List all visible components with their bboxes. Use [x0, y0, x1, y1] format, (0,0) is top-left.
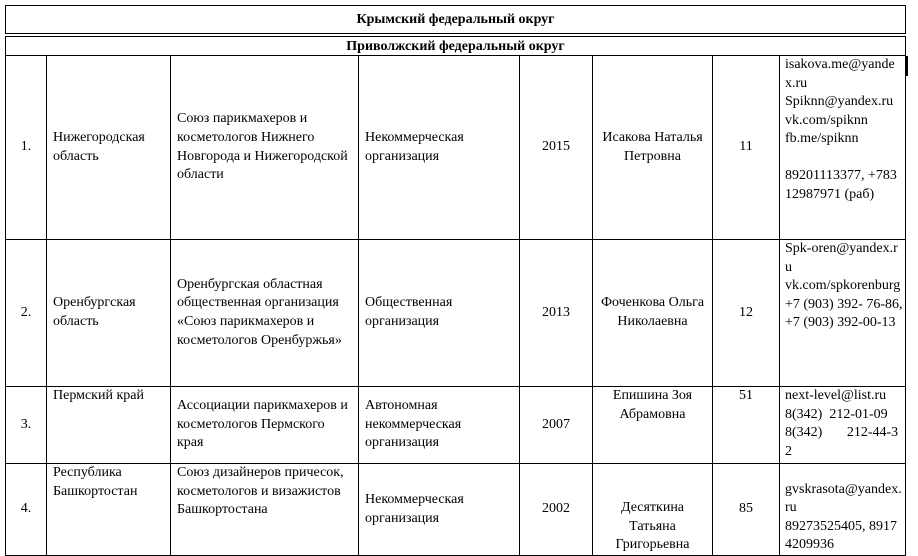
- table-row: [6, 387, 906, 464]
- organization-cell: Союз дизайнеров причесок, косметологов и визажистов Башкортостана: [171, 464, 359, 556]
- table-row: [6, 240, 906, 387]
- members-count-cell: 11: [713, 56, 780, 240]
- row-number: 4.: [6, 464, 47, 556]
- region-cell: Оренбургская область: [47, 240, 171, 387]
- contact-line: Spiknn@yandex.ru: [785, 94, 894, 110]
- contacts-cell: [780, 240, 906, 387]
- contact-gap: [785, 149, 903, 167]
- year-cell: 2007: [520, 387, 593, 464]
- contact-line: next-level@list.ru: [785, 388, 887, 403]
- members-count-cell: 12: [713, 240, 780, 387]
- contacts-cell: [780, 387, 906, 464]
- row-number: 3.: [6, 387, 47, 464]
- contact-line: gvskrasota@yandex.ru: [785, 481, 902, 516]
- year-cell: 2002: [520, 464, 593, 556]
- year-cell: 2015: [520, 56, 593, 240]
- org-type-cell: Некоммерческая организация: [359, 464, 520, 556]
- row-number: 1.: [6, 56, 47, 240]
- district-header-volga: Приволжский федеральный округ: [5, 36, 906, 56]
- org-type-cell: Некоммерческая организация: [359, 56, 520, 240]
- contact-line: 8(342) 212-44-32: [785, 425, 899, 459]
- table-edge-mark: [906, 56, 908, 76]
- contact-line: isakova.me@yandex.ru: [785, 57, 895, 91]
- head-cell: Исакова Наталья Петровна: [593, 56, 713, 240]
- contact-line: 89273525405, 89174209936: [785, 518, 897, 553]
- contact-line: +7 (903) 392-00-13: [785, 315, 896, 331]
- contact-line: 89201113377, +78312987971 (раб): [785, 167, 897, 202]
- region-cell: Республика Башкортостан: [47, 464, 171, 556]
- contact-line: 8(342) 212-01-09: [785, 406, 888, 422]
- year-cell: 2013: [520, 240, 593, 387]
- table-row: [6, 464, 906, 556]
- contact-line: +7 (903) 392- 76-86,: [785, 296, 903, 312]
- region-cell: Нижегородская область: [47, 56, 171, 240]
- organizations-table: [5, 55, 906, 556]
- row-number: 2.: [6, 240, 47, 387]
- members-count-cell: 51: [713, 387, 780, 464]
- organization-cell: Ассоциации парикмахеров и косметологов Пермского края: [171, 387, 359, 464]
- organization-cell: Оренбургская областная общественная организация «Союз парикмахеров и косметологов Оренбуржья»: [171, 240, 359, 387]
- head-cell: Епишина Зоя Абрамовна: [593, 387, 713, 464]
- contacts-cell: [780, 56, 906, 240]
- contact-line: vk.com/spkorenburg: [785, 278, 901, 294]
- district-header-crimea: Крымский федеральный округ: [5, 5, 906, 34]
- organization-cell: Союз парикмахеров и косметологов Нижнего Новгорода и Нижегородской области: [171, 56, 359, 240]
- table-row: [6, 56, 906, 240]
- head-cell: Фоченкова Ольга Николаевна: [593, 240, 713, 387]
- contact-line: Spk-oren@yandex.ru: [785, 241, 898, 275]
- org-type-cell: Общественная организация: [359, 240, 520, 387]
- head-cell: Десяткина Татьяна Григорьевна: [593, 464, 713, 556]
- region-cell: Пермский край: [47, 387, 171, 464]
- org-type-cell: Автономная некоммерческая организация: [359, 387, 520, 464]
- members-count-cell: 85: [713, 464, 780, 556]
- contact-line: fb.me/spiknn: [785, 131, 859, 147]
- contact-line: vk.com/spiknn: [785, 112, 868, 128]
- contacts-cell: [780, 464, 906, 556]
